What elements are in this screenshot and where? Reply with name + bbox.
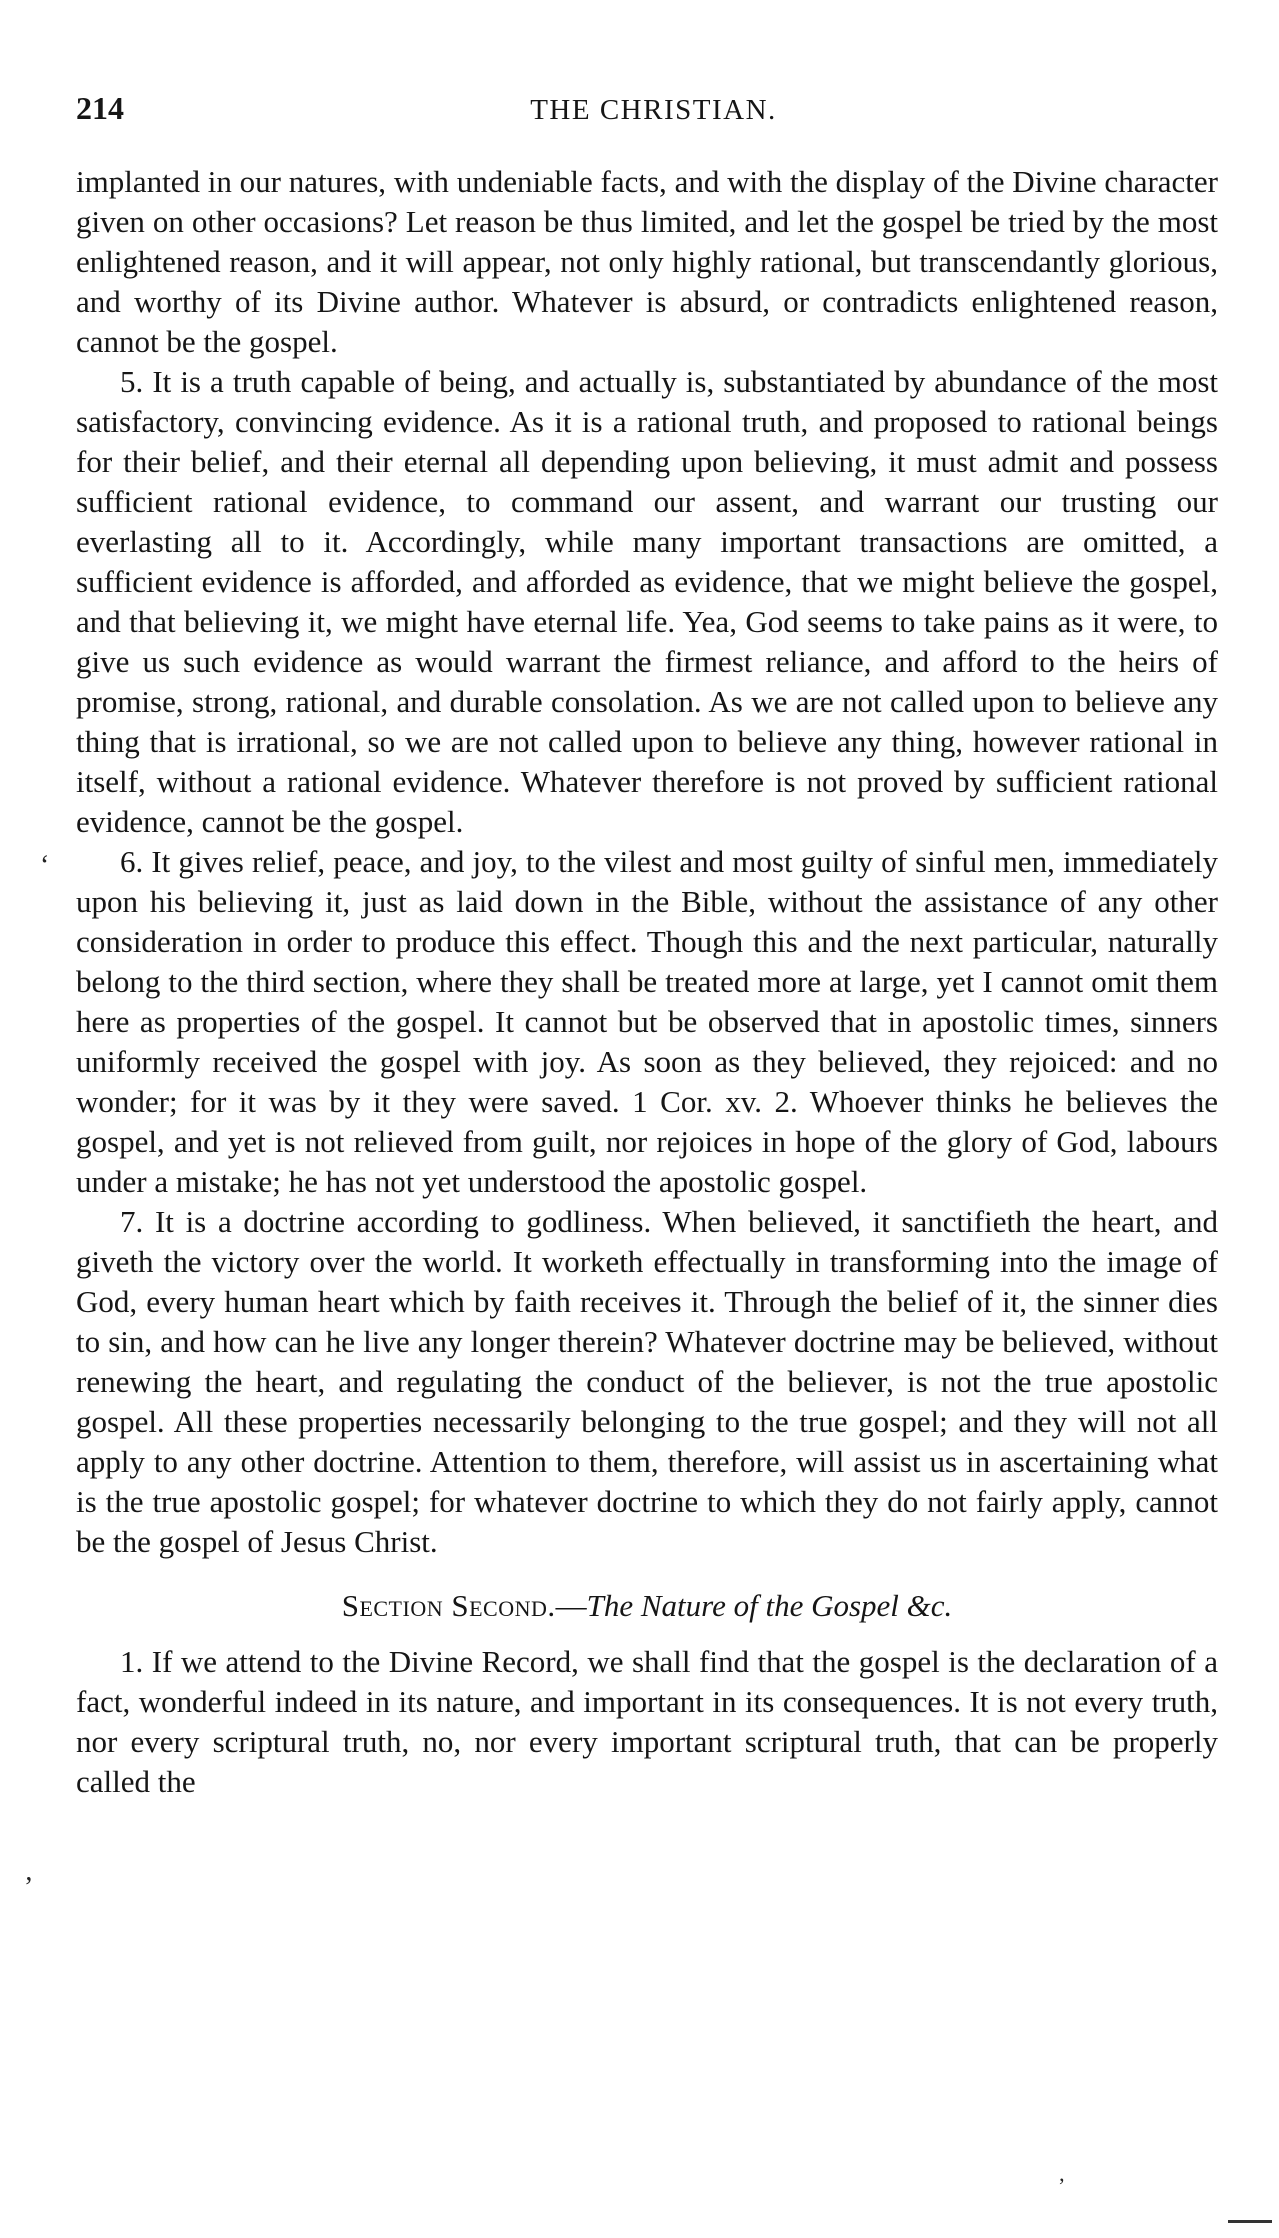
section-heading-title: The Nature of the Gospel &c. [586, 1588, 953, 1623]
paragraph-point-7: 7. It is a doctrine according to godliness. When believed, it sanctifieth the heart, and giveth the victory over the world. It worketh effectually in transforming into the image of God, every human heart which by faith receives it. Through the belief of it, the sinner dies to sin, and how can he live any longer therein? Whatever doctrine may be believed, without renewing the heart, and regulating the conduct of the believer, is not the true apostolic gospel. All these properties necessarily belonging to the true gospel; and they will not all apply to any other doctrine. Attention to them, therefore, will assist us in ascertaining what is the true apostolic gospel; for whatever doctrine to which they do not fairly apply, cannot be the gospel of Jesus Christ. [76, 1204, 1218, 1559]
running-title: THE CHRISTIAN. [530, 94, 777, 126]
running-head [76, 88, 1231, 128]
paragraph-continued: implanted in our natures, with undeniable facts, and with the display of the Divine character given on other occasions? Let reason be thus limited, and let the gospel be tried by the most enlightened reason, and it will appear, not only highly rational, but transcendantly glorious, and worthy of its Divine author. Whatever is absurd, or contradicts enlightened reason, cannot be the gospel. [76, 164, 1218, 359]
section-heading-label: Section Second. [341, 1588, 556, 1623]
section-heading-dash: — [555, 1588, 587, 1623]
body-text [76, 162, 1218, 1802]
margin-speck: ’ [1058, 2173, 1066, 2198]
paragraph-point-6: 6. It gives relief, peace, and joy, to the vilest and most guilty of sinful men, immediately upon his believing it, just as laid down in the Bible, without the assistance of any other consideration in order to produce this effect. Though this and the next particular, naturally belong to the third section, where they shall be treated more at large, yet I cannot omit them here as properties of the gospel. It cannot but be observed that in apostolic times, sinners uniformly received the gospel with joy. As soon as they believed, they rejoiced: and no wonder; for it was by it they were saved. 1 Cor. xv. 2. Whoever thinks he believes the gospel, and yet is not relieved from guilt, nor rejoices in hope of the glory of God, labours under a mistake; he has not yet understood the apostolic gospel. [76, 844, 1218, 1199]
page-number: 214 [76, 90, 124, 126]
bottom-rule [1228, 2220, 1272, 2223]
margin-speck: ‘ [40, 850, 50, 881]
paragraph-point-5: 5. It is a truth capable of being, and actually is, substantiated by abundance of the most satisfactory, convincing evidence. As it is a rational truth, and proposed to rational beings for their belief, and their eternal all depending upon believing, it must admit and possess sufficient rational evidence, to command our assent, and warrant our trusting our everlasting all to it. Accordingly, while many important transactions are omitted, a sufficient evidence is afforded, and afforded as evidence, that we might believe the gospel, and that believing it, we might have eternal life. Yea, God seems to take pains as it were, to give us such evidence as would warrant the firmest reliance, and afford to the heirs of promise, strong, rational, and durable consolation. As we are not called upon to believe any thing that is irrational, so we are not called upon to believe any thing, however rational in itself, without a rational evidence. Whatever therefore is not proved by sufficient rational evidence, cannot be the gospel. [76, 364, 1218, 839]
margin-speck: ’ [24, 1872, 34, 1903]
paragraph-section-point-1: 1. If we attend to the Divine Record, we shall find that the gospel is the declaration of a fact, wonderful indeed in its nature, and important in its consequences. It is not every truth, nor every scriptural truth, no, nor every important scriptural truth, that can be properly called the [76, 1644, 1218, 1799]
section-heading [76, 1586, 1218, 1626]
